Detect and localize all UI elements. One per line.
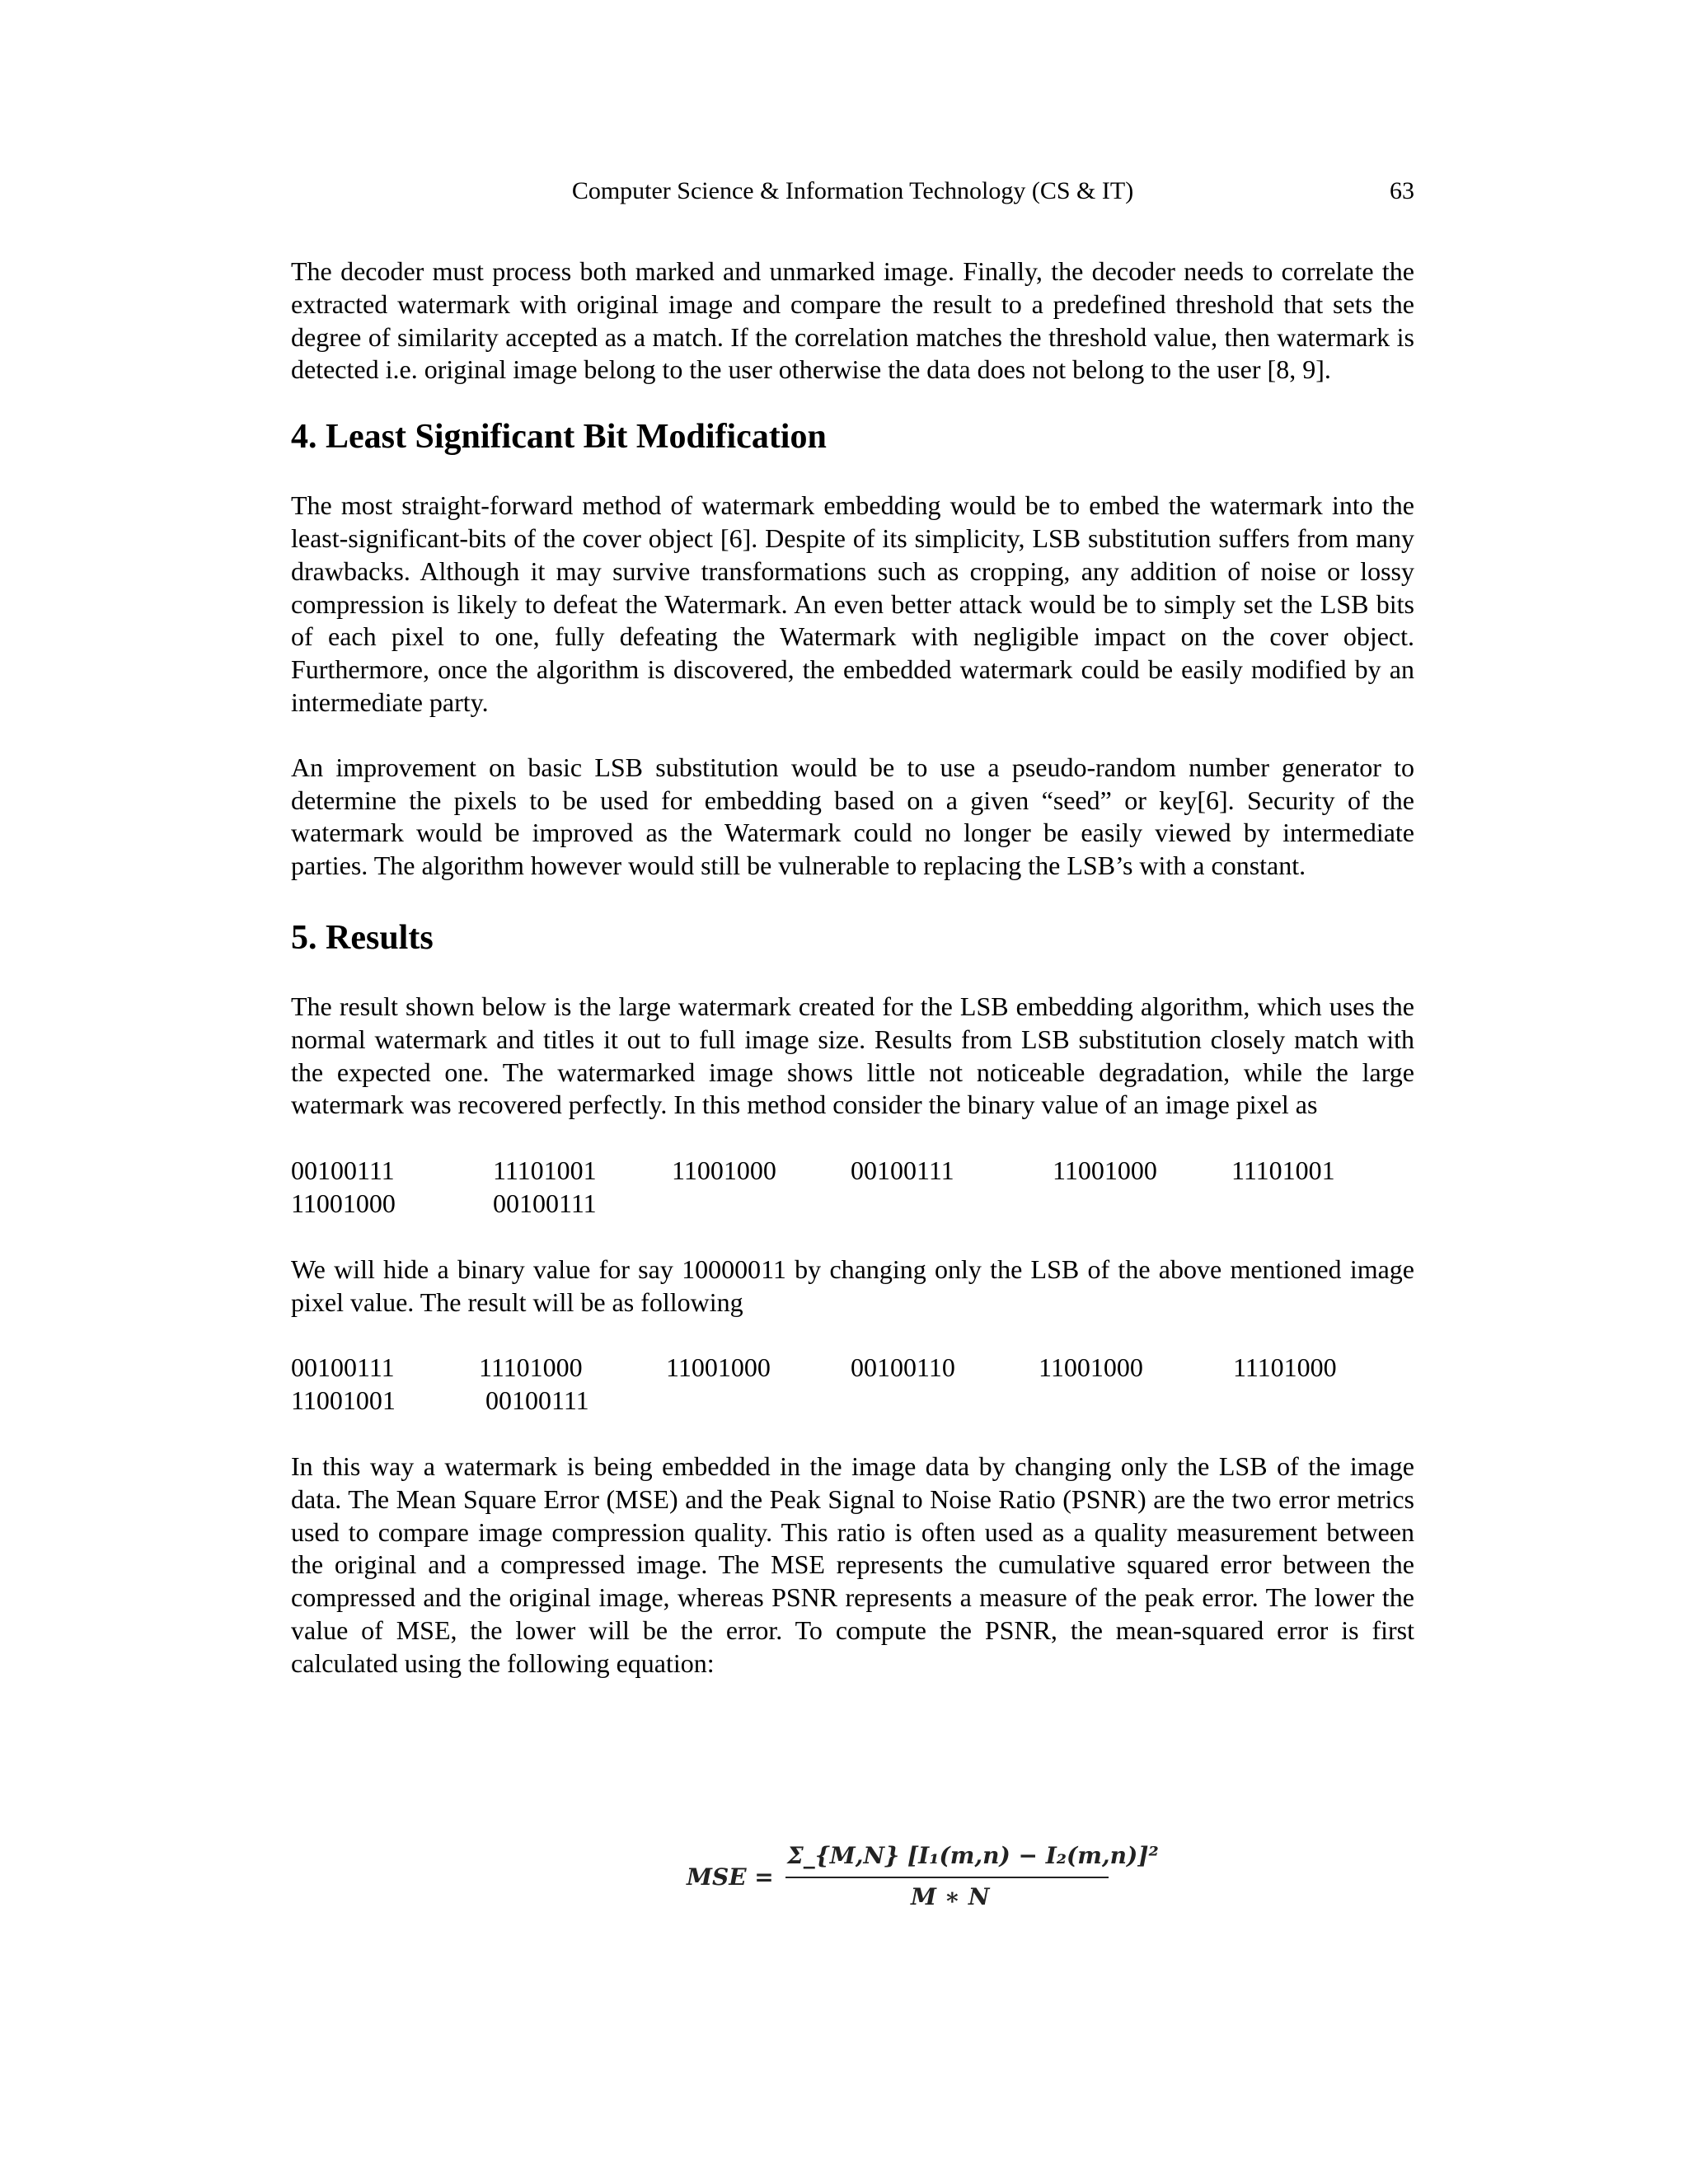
binary-value: 00100111 xyxy=(291,1155,395,1186)
page-number: 63 xyxy=(1390,177,1414,204)
section-heading-lsb: 4. Least Significant Bit Modification xyxy=(291,418,827,457)
binary-original-row-2 xyxy=(291,1188,1414,1221)
binary-modified-row-1 xyxy=(291,1352,1414,1385)
paragraph-intro: The decoder must process both marked and unmarked image. Finally, the decoder needs to correlate the extracted watermark with original image and compare the result to a predefined threshold that sets the degree of similarity accepted as a match. If the correlation matches the threshold value, then watermark is detected i.e. original image belong to the user otherwise the data does not belong to the user [8, 9]. xyxy=(291,256,1414,385)
binary-value: 00100111 xyxy=(485,1385,589,1416)
binary-value: 11001000 xyxy=(672,1155,776,1186)
binary-value: 00100111 xyxy=(851,1155,954,1186)
binary-value: 11001000 xyxy=(1053,1155,1157,1186)
binary-value: 11001000 xyxy=(1039,1352,1143,1383)
binary-original-block xyxy=(291,1155,1414,1221)
paragraph-results-3: In this way a watermark is being embedded in the image data by changing only the LSB of the image data. The Mean Square Error (MSE) and the Peak Signal to Noise Ratio (PSNR) are the two error metrics used to compare image compression quality. This ratio is often used as a quality measurement between the original and a compressed image. The MSE represents the cumulative squared error between the compressed and the original image, whereas PSNR represents a measure of the peak error. The lower the value of MSE, the lower will be the error. To compute the PSNR, the mean-squared error is first calculated using the following equation: xyxy=(291,1451,1414,1678)
binary-modified-row-2 xyxy=(291,1385,1414,1418)
paragraph-results-2: We will hide a binary value for say 10000011 by changing only the LSB of the above mentioned image pixel value. The result will be as following xyxy=(291,1254,1414,1317)
fraction-bar xyxy=(785,1877,1109,1878)
paragraph-results-1: The result shown below is the large watermark created for the LSB embedding algorithm, which uses the normal watermark and titles it out to full image size. Results from LSB substitution closely match with the expected one. The watermarked image shows little not noticeable degradation, while the large watermark was recovered perfectly. In this method consider the binary value of an image pixel as xyxy=(291,991,1414,1120)
binary-value: 00100110 xyxy=(851,1352,955,1383)
binary-modified-block xyxy=(291,1352,1414,1418)
equation-numerator: Σ_{M,N} [I₁(m,n) − I₂(m,n)]² xyxy=(787,1842,1159,1869)
binary-value: 11101001 xyxy=(493,1155,597,1186)
binary-original-row-1 xyxy=(291,1155,1414,1188)
binary-value: 11001001 xyxy=(291,1385,396,1416)
binary-value: 11001000 xyxy=(666,1352,771,1383)
binary-value: 11101000 xyxy=(479,1352,583,1383)
equation-lhs: MSE = xyxy=(687,1863,774,1891)
binary-value: 11101001 xyxy=(1231,1155,1335,1186)
mse-equation xyxy=(687,1842,1159,1916)
section-heading-results: 5. Results xyxy=(291,918,434,957)
body-content xyxy=(291,255,1414,1680)
equation-denominator: M ∗ N xyxy=(911,1883,990,1910)
running-header xyxy=(291,173,1414,209)
paragraph-lsb-2: An improvement on basic LSB substitution would be to use a pseudo-random number generator to determine the pixels to be used for embedding based on a given “seed” or key[6]. Security of the watermark would be improved as the Watermark could no longer be easily viewed by intermediate parties. The algorithm however would still be vulnerable to replacing the LSB’s with a constant. xyxy=(291,752,1414,881)
journal-title: Computer Science & Information Technology (CS & IT) xyxy=(571,177,1134,204)
binary-value: 11101000 xyxy=(1233,1352,1337,1383)
binary-value: 11001000 xyxy=(291,1188,396,1218)
binary-value: 00100111 xyxy=(291,1352,395,1383)
paragraph-lsb-1: The most straight-forward method of watermark embedding would be to embed the watermark into the least-significant-bits of the cover object [6]. Despite of its simplicity, LSB substitution suffers from many drawbacks. Although it may survive transformations such as cropping, any addition of noise or lossy compression is likely to defeat the Watermark. An even better attack would be to simply set the LSB bits of each pixel to one, fully defeating the Watermark with negligible impact on the cover object. Furthermore, once the algorithm is discovered, the embedded watermark could be easily modified by an intermediate party. xyxy=(291,490,1414,717)
binary-value: 00100111 xyxy=(493,1188,597,1218)
